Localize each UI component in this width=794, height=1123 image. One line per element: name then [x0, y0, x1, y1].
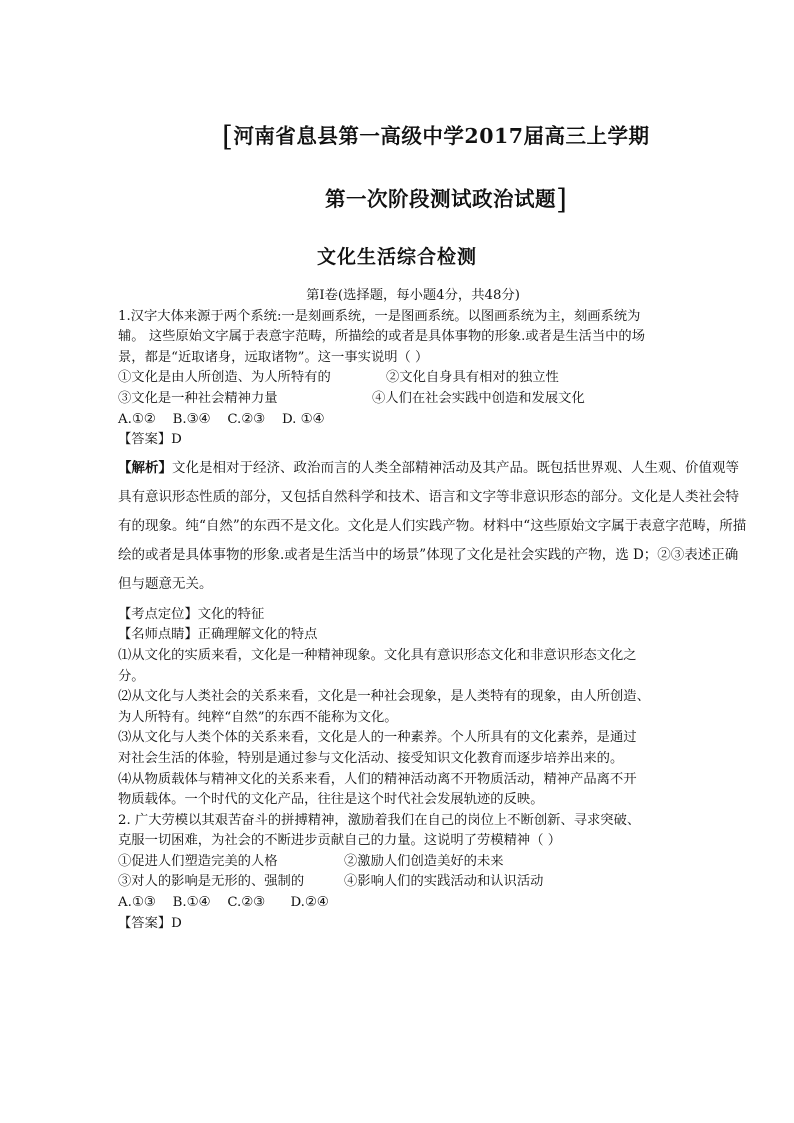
analysis-line: 具有意识形态性质的部分，又包括自然科学和技术、语言和文字等非意识形态的部分。文化是人类社会特 — [118, 488, 739, 505]
q2-stem-line: 克服一切困难，为社会的不断进步贡献自己的力量。这说明了劳模精神（ ） — [118, 833, 562, 849]
analysis-label: 【解析】 — [118, 459, 172, 476]
point-line: ⑷从物质载体与精神文化的关系来看，人们的精神活动离不开物质活动，精神产品离不开 — [118, 771, 637, 787]
kaodian-label: 【考点定位】 — [118, 606, 198, 622]
q1-stem-line: 辅。 这些原始文字属于表意字范畴，所描绘的或者是具体事物的形象.或者是生活当中的场 — [118, 329, 646, 345]
q1-stem-line: 景，都是“近取诸身，远取诸物”。这一事实说明（ ） — [118, 349, 429, 365]
q2-option-3: ③对人的影响是无形的、强制的 — [118, 874, 305, 890]
title-text-2: 第一次阶段测试政治试题 — [325, 187, 556, 211]
q1-choices: A.①② B.③④ C.②③ D. ①④ — [118, 411, 325, 427]
q2-option-4: ④影响人们的实践活动和认识活动 — [344, 874, 544, 890]
q2-answer: 【答案】D — [118, 915, 182, 931]
section-heading: 第Ⅰ卷(选择题，每小题4分，共48分) — [306, 288, 520, 303]
point-line: 物质载体。一个时代的文化产品，往往是这个时代社会发展轨迹的反映。 — [118, 792, 544, 808]
analysis-line: 有的现象。纯“自然”的东西不是文化。文化是人们实践产物。材料中“这些原始文字属于表意字范畴，所描 — [118, 517, 747, 534]
analysis-line: 但与题意无关。 — [118, 575, 213, 592]
q1-option-1: ①文化是由人所创造、为人所特有的 — [118, 370, 331, 386]
point-line: ⑴从文化的实质来看，文化是一种精神现象。文化具有意识形态文化和非意识形态文化之 — [118, 647, 637, 663]
point-line: ⑵从文化与人类社会的关系来看，文化是一种社会现象，是人类特有的现象，由人所创造、 — [118, 689, 650, 705]
point-line: 对社会生活的体验，特别是通过参与文化活动、接受知识文化教育而逐步培养出来的。 — [118, 750, 624, 766]
analysis-line: 绘的或者是具体事物的形象.或者是生活当中的场景”体现了文化是社会实践的产物，选 D；②③表述正确 — [118, 546, 739, 563]
q1-answer: 【答案】D — [118, 432, 182, 448]
q1-mingshi — [118, 625, 768, 646]
point-line: ⑶从文化与人类个体的关系来看，文化是人的一种素养。个人所具有的文化素养，是通过 — [118, 730, 637, 746]
point-line: 为人所特有。纯粹“自然”的东西不能称为文化。 — [118, 709, 398, 725]
kaodian-text: 文化的特征 — [197, 606, 265, 622]
mingshi-text: 正确理解文化的特点 — [197, 627, 318, 643]
open-bracket: [ — [222, 120, 234, 153]
question-1 — [118, 307, 768, 811]
analysis-line: 文化是相对于经济、政治而言的人类全部精神活动及其产品。既包括世界观、人生观、价值观等 — [172, 459, 739, 476]
q1-analysis — [118, 454, 768, 599]
q2-options-row-1 — [118, 852, 768, 873]
q1-kaodian — [118, 605, 768, 626]
point-line: 分。 — [118, 668, 145, 684]
mingshi-label: 【名师点睛】 — [118, 627, 198, 643]
q1-options-row-1 — [118, 368, 768, 389]
close-bracket: ] — [556, 183, 568, 216]
title-line-1 — [222, 120, 650, 153]
title-text-1: 河南省息县第一高级中学2017届高三上学期 — [233, 124, 650, 148]
q2-option-1: ①促进人们塑造完美的人格 — [118, 853, 278, 869]
question-2 — [118, 811, 768, 935]
q1-options-row-2 — [118, 389, 768, 410]
title-line-2 — [325, 183, 568, 216]
q2-option-2: ②激励人们创造美好的未来 — [344, 853, 504, 869]
q2-stem-line: 2. 广大劳模以其艰苦奋斗的拼搏精神，激励着我们在自己的岗位上不断创新、寻求突破、 — [118, 812, 641, 828]
q1-option-3: ③文化是一种社会精神力量 — [118, 390, 278, 406]
q2-choices: A.①③ B.①④ C.②③ D.②④ — [118, 895, 329, 911]
q1-stem-line: 1.汉字大体来源于两个系统:一是刻画系统，一是图画系统。以图画系统为主，刻画系统为 — [118, 308, 641, 324]
q1-option-4: ④人们在社会实践中创造和发展文化 — [372, 390, 585, 406]
content-body — [118, 286, 768, 934]
q1-option-2: ②文化自身具有相对的独立性 — [386, 370, 559, 386]
q2-options-row-2 — [118, 872, 768, 893]
document-subtitle: 文化生活综合检测 — [316, 246, 477, 268]
